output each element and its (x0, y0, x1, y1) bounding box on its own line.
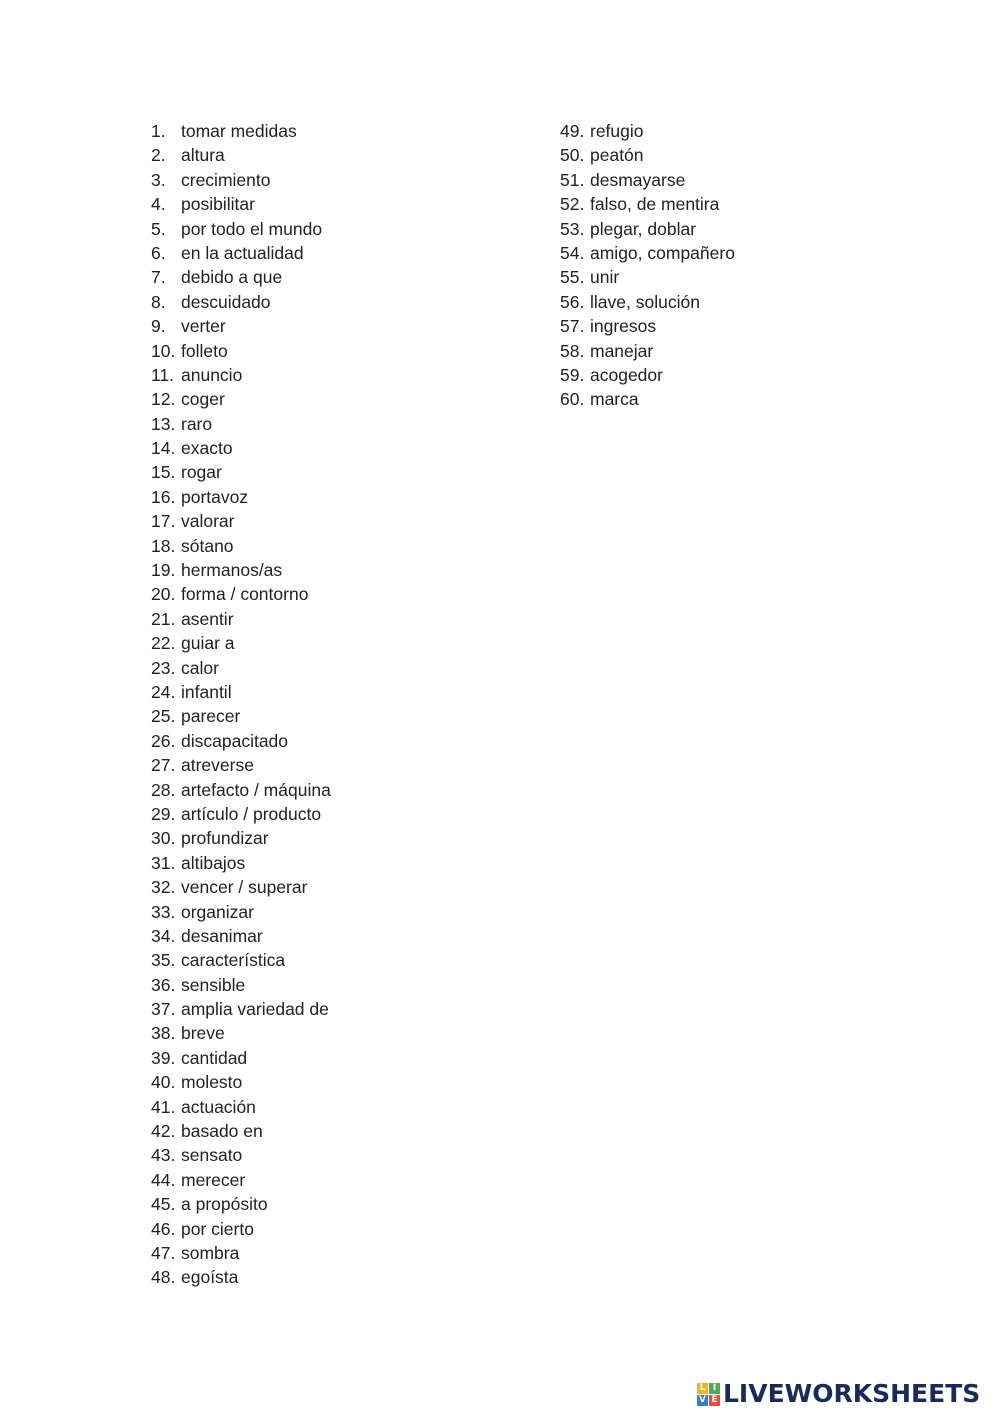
list-item (560, 290, 940, 314)
item-number: 29. (151, 803, 176, 824)
item-text: infantil (181, 681, 232, 702)
item-text: folleto (181, 340, 228, 361)
item-text: anuncio (181, 364, 243, 385)
list-item (151, 924, 531, 948)
item-text: crecimiento (181, 169, 271, 190)
list-item (151, 1046, 531, 1070)
list-item (151, 900, 531, 924)
item-number: 48. (151, 1267, 176, 1288)
item-text: amigo, compañero (590, 242, 735, 263)
list-item (151, 802, 531, 826)
item-number: 32. (151, 877, 176, 898)
item-text: a propósito (181, 1194, 268, 1215)
item-text: rogar (181, 462, 222, 483)
item-text: actuación (181, 1096, 256, 1117)
item-text: egoísta (181, 1267, 239, 1288)
item-number: 26. (151, 730, 176, 751)
logo-text: LIVEWORKSHEETS (723, 1379, 981, 1408)
item-text: plegar, doblar (590, 218, 697, 239)
item-text: artefacto / máquina (181, 779, 331, 800)
list-item (151, 265, 531, 289)
item-text: altibajos (181, 852, 246, 873)
list-item (151, 826, 531, 850)
list-item (560, 363, 940, 387)
item-number: 19. (151, 560, 176, 581)
list-item (151, 460, 531, 484)
item-text: altura (181, 145, 225, 166)
item-number: 1. (151, 121, 166, 141)
list-item (151, 558, 531, 582)
item-number: 51. (560, 169, 585, 190)
item-number: 27. (151, 755, 176, 776)
item-text: cantidad (181, 1047, 248, 1068)
item-number: 59. (560, 364, 585, 385)
item-number: 15. (151, 462, 176, 483)
item-number: 25. (151, 706, 176, 727)
list-item (151, 1168, 531, 1192)
item-number: 50. (560, 145, 585, 166)
item-number: 30. (151, 828, 176, 849)
list-item (151, 168, 531, 192)
list-item (151, 143, 531, 167)
liveworksheets-logo-icon (697, 1383, 720, 1406)
item-text: profundizar (181, 828, 269, 849)
logo-icon-tile: L (697, 1383, 708, 1394)
item-text: parecer (181, 706, 241, 727)
item-number: 52. (560, 194, 585, 215)
item-number: 35. (151, 950, 176, 971)
item-number: 23. (151, 657, 176, 678)
list-item (151, 1217, 531, 1241)
list-item (560, 168, 940, 192)
item-number: 53. (560, 218, 585, 239)
item-text: artículo / producto (181, 803, 322, 824)
list-item (151, 1143, 531, 1167)
list-item (151, 387, 531, 411)
list-item (560, 339, 940, 363)
list-item (560, 265, 940, 289)
item-text: coger (181, 389, 225, 410)
list-item (151, 1265, 531, 1289)
item-text: molesto (181, 1072, 243, 1093)
item-text: descuidado (181, 291, 271, 312)
item-text: guiar a (181, 633, 235, 654)
list-item (151, 1119, 531, 1143)
item-number: 7. (151, 267, 166, 288)
list-item (151, 997, 531, 1021)
item-number: 13. (151, 413, 176, 434)
item-text: amplia variedad de (181, 999, 329, 1020)
item-text: desanimar (181, 925, 263, 946)
item-text: refugio (590, 121, 644, 141)
logo-icon-tile: V (697, 1395, 708, 1406)
list-item (151, 192, 531, 216)
item-number: 2. (151, 145, 166, 166)
item-text: por todo el mundo (181, 218, 323, 239)
list-item (151, 1021, 531, 1045)
list-item (151, 1095, 531, 1119)
list-item (560, 143, 940, 167)
item-text: calor (181, 657, 219, 678)
list-item (151, 948, 531, 972)
logo-icon-tile: I (709, 1383, 720, 1394)
item-text: portavoz (181, 486, 249, 507)
item-number: 3. (151, 169, 166, 190)
list-item (151, 1192, 531, 1216)
list-item (151, 1070, 531, 1094)
list-item (151, 753, 531, 777)
item-text: hermanos/as (181, 560, 283, 581)
list-item (560, 387, 940, 411)
list-item (151, 973, 531, 997)
item-number: 9. (151, 316, 166, 337)
item-number: 44. (151, 1169, 176, 1190)
item-text: característica (181, 950, 286, 971)
liveworksheets-logo (697, 1379, 980, 1409)
list-item (151, 656, 531, 680)
item-number: 60. (560, 389, 585, 410)
item-text: forma / contorno (181, 584, 309, 605)
item-text: sensible (181, 974, 246, 995)
list-item (151, 729, 531, 753)
item-text: sensato (181, 1145, 243, 1166)
list-item (151, 851, 531, 875)
list-item (560, 217, 940, 241)
item-number: 28. (151, 779, 176, 800)
list-item (151, 314, 531, 338)
list-item (560, 192, 940, 216)
list-item (151, 119, 531, 143)
item-number: 40. (151, 1072, 176, 1093)
item-text: tomar medidas (181, 121, 297, 141)
logo-icon-tile: E (709, 1395, 720, 1406)
item-text: organizar (181, 901, 254, 922)
item-text: atreverse (181, 755, 254, 776)
item-number: 17. (151, 511, 176, 532)
item-text: sótano (181, 535, 234, 556)
list-item (151, 339, 531, 363)
item-number: 24. (151, 681, 176, 702)
item-text: marca (590, 389, 639, 410)
item-number: 49. (560, 121, 585, 141)
item-number: 43. (151, 1145, 176, 1166)
item-number: 31. (151, 852, 176, 873)
list-item (151, 607, 531, 631)
item-text: manejar (590, 340, 654, 361)
item-text: por cierto (181, 1218, 254, 1239)
list-item (151, 704, 531, 728)
list-item (151, 680, 531, 704)
item-text: discapacitado (181, 730, 289, 751)
item-number: 55. (560, 267, 585, 288)
item-number: 38. (151, 1023, 176, 1044)
list-item (151, 363, 531, 387)
item-number: 6. (151, 242, 166, 263)
item-number: 41. (151, 1096, 176, 1117)
item-text: acogedor (590, 364, 663, 385)
item-text: exacto (181, 438, 233, 459)
item-number: 10. (151, 340, 176, 361)
item-number: 33. (151, 901, 176, 922)
item-text: unir (590, 267, 620, 288)
item-number: 4. (151, 194, 166, 215)
list-item (151, 436, 531, 460)
item-text: basado en (181, 1121, 263, 1142)
item-text: merecer (181, 1169, 246, 1190)
item-number: 34. (151, 925, 176, 946)
item-text: en la actualidad (181, 242, 304, 263)
item-number: 58. (560, 340, 585, 361)
item-text: ingresos (590, 316, 657, 337)
item-text: posibilitar (181, 194, 255, 215)
item-text: desmayarse (590, 169, 686, 190)
item-number: 42. (151, 1121, 176, 1142)
item-text: falso, de mentira (590, 194, 720, 215)
list-item (151, 217, 531, 241)
item-number: 54. (560, 242, 585, 263)
item-text: sombra (181, 1242, 240, 1263)
item-number: 20. (151, 584, 176, 605)
item-number: 5. (151, 218, 166, 239)
list-item (151, 534, 531, 558)
item-number: 37. (151, 999, 176, 1020)
item-number: 56. (560, 291, 585, 312)
item-text: peatón (590, 145, 644, 166)
list-item (560, 119, 940, 143)
item-text: verter (181, 316, 226, 337)
vocab-list-right (560, 119, 940, 412)
list-item (151, 241, 531, 265)
item-number: 12. (151, 389, 176, 410)
list-item (151, 485, 531, 509)
list-item (151, 778, 531, 802)
item-text: asentir (181, 608, 234, 629)
item-text: llave, solución (590, 291, 700, 312)
list-item (151, 1241, 531, 1265)
item-number: 8. (151, 291, 166, 312)
list-item (151, 582, 531, 606)
list-item (151, 509, 531, 533)
item-number: 18. (151, 535, 176, 556)
list-item (560, 241, 940, 265)
list-item (151, 631, 531, 655)
item-text: raro (181, 413, 213, 434)
item-text: vencer / superar (181, 877, 308, 898)
item-number: 36. (151, 974, 176, 995)
item-text: debido a que (181, 267, 283, 288)
item-number: 47. (151, 1242, 176, 1263)
item-number: 45. (151, 1194, 176, 1215)
item-number: 57. (560, 316, 585, 337)
item-text: valorar (181, 511, 235, 532)
list-item (151, 875, 531, 899)
list-item (560, 314, 940, 338)
item-number: 22. (151, 633, 176, 654)
item-number: 14. (151, 438, 176, 459)
item-number: 16. (151, 486, 176, 507)
list-item (151, 412, 531, 436)
item-number: 11. (151, 364, 175, 385)
vocab-list-left (151, 119, 531, 1290)
item-number: 46. (151, 1218, 176, 1239)
list-item (151, 290, 531, 314)
item-number: 21. (151, 608, 176, 629)
item-number: 39. (151, 1047, 176, 1068)
item-text: breve (181, 1023, 225, 1044)
